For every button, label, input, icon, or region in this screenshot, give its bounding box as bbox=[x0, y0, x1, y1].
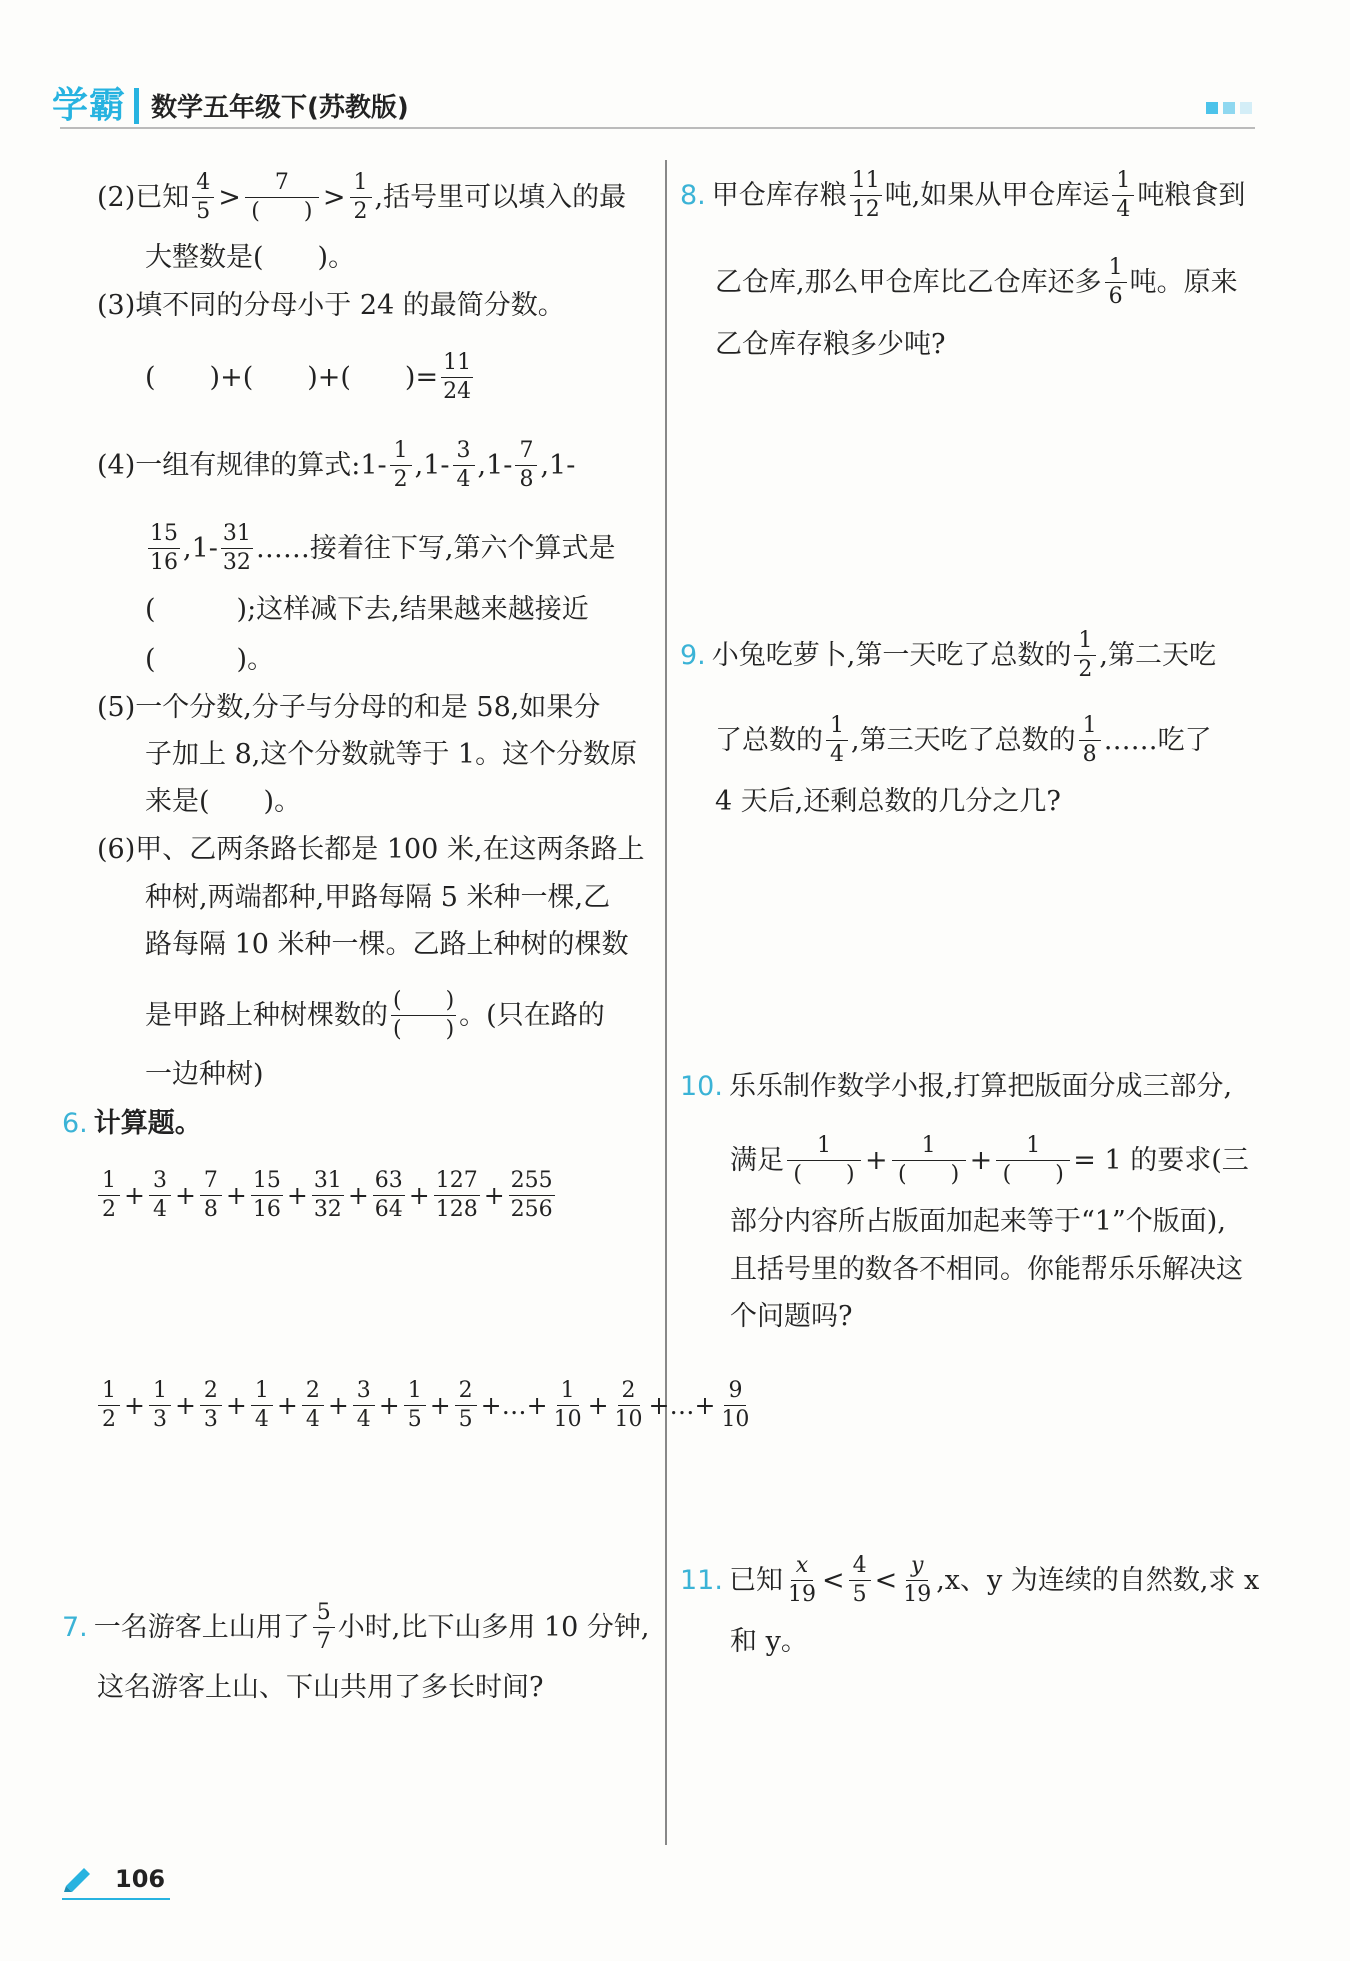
fraction: $\frac{4}{5}$ bbox=[849, 1555, 871, 1606]
operator: + bbox=[483, 1180, 505, 1210]
header-brand bbox=[52, 70, 409, 128]
q2-line1: (2)已知 $\frac{4}{5}$ > $\frac{7}{( )}$ > $\frac{1}{2}$ ,括号里可以填入的最 bbox=[97, 170, 627, 224]
fraction: $\frac{1}{4}$ bbox=[1112, 170, 1134, 221]
fraction: $\frac{1}{6}$ bbox=[1105, 257, 1127, 308]
fraction: $\frac{7}{8}$ bbox=[200, 1170, 222, 1221]
fraction: $\frac{y}{19}$ bbox=[903, 1553, 932, 1607]
operator: + bbox=[327, 1390, 349, 1420]
question-number: 9. bbox=[680, 639, 706, 671]
question-9-line2: 了总数的 $\frac{1}{4}$ ,第三天吃了总数的 $\frac{1}{8}$ ……吃了 bbox=[715, 713, 1212, 767]
fraction: $\frac{31}{32}$ bbox=[313, 1168, 342, 1222]
question-11-line2: 和 y。 bbox=[730, 1626, 808, 1657]
fraction: $\frac{2}{3}$ bbox=[200, 1380, 222, 1431]
question-8-line3: 乙仓库存粮多少吨? bbox=[715, 329, 946, 360]
q6-line2: 种树,两端都种,甲路每隔 5 米种一棵,乙 bbox=[145, 882, 611, 913]
q3-line1: (3)填不同的分母小于 24 的最简分数。 bbox=[97, 290, 565, 321]
operator: + bbox=[408, 1180, 430, 1210]
q5-line1: (5)一个分数,分子与分母的和是 58,如果分 bbox=[97, 692, 601, 723]
fraction: $\frac{1}{8}$ bbox=[1079, 715, 1101, 766]
operator: + bbox=[225, 1180, 247, 1210]
fraction: $\frac{5}{7}$ bbox=[313, 1602, 335, 1653]
q6-line4: 是甲路上种树棵数的 $\frac{( )}{( )}$ 。(只在路的 bbox=[145, 988, 605, 1042]
question-10-line5: 个问题吗? bbox=[730, 1301, 853, 1332]
fraction: $\frac{127}{128}$ bbox=[435, 1168, 478, 1222]
fraction: $\frac{1}{2}$ bbox=[1074, 630, 1096, 681]
logo-divider bbox=[134, 88, 139, 124]
operator: + bbox=[174, 1390, 196, 1420]
question-9-line3: 4 天后,还剩总数的几分之几? bbox=[715, 786, 1061, 817]
fraction: $\frac{7}{8}$ bbox=[515, 440, 537, 491]
question-8-line2: 乙仓库,那么甲仓库比乙仓库还多 $\frac{1}{6}$ 吨。原来 bbox=[715, 255, 1238, 309]
fraction: $\frac{2}{5}$ bbox=[455, 1380, 477, 1431]
fraction: $\frac{1}{2}$ bbox=[350, 172, 372, 223]
fraction: $\frac{3}{4}$ bbox=[149, 1170, 171, 1221]
question-number: 8. bbox=[680, 179, 706, 211]
operator: +…+ bbox=[480, 1390, 548, 1420]
fraction: $\frac{1}{2}$ bbox=[98, 1380, 120, 1431]
q6-line3: 路每隔 10 米种一棵。乙路上种树的棵数 bbox=[145, 929, 629, 960]
fraction: $\frac{255}{256}$ bbox=[510, 1168, 553, 1222]
question-10-line1: 10. 乐乐制作数学小报,打算把版面分成三部分, bbox=[680, 1067, 1232, 1107]
operator: + bbox=[429, 1390, 451, 1420]
q5-line2: 子加上 8,这个分数就等于 1。这个分数原 bbox=[145, 739, 638, 770]
fraction: $\frac{9}{10}$ bbox=[721, 1378, 750, 1432]
logo: 学霸 bbox=[52, 85, 127, 126]
fraction: $\frac{7}{( )}$ bbox=[245, 172, 319, 223]
q4-line2: $\frac{15}{16}$ ,1- $\frac{31}{32}$ ……接着往下写,第六个算式是 bbox=[150, 521, 616, 575]
fraction: $\frac{11}{24}$ bbox=[443, 350, 472, 404]
question-number: 7. bbox=[62, 1611, 88, 1643]
question-8-line1: 8. 甲仓库存粮 $\frac{11}{12}$ 吨,如果从甲仓库运 $\frac{1}{4}$ 吨粮食到 bbox=[680, 168, 1246, 222]
fraction: $\frac{2}{4}$ bbox=[302, 1380, 324, 1431]
fraction: $\frac{1}{5}$ bbox=[404, 1380, 426, 1431]
calc-expression-1 bbox=[95, 1170, 558, 1221]
operator: + bbox=[174, 1180, 196, 1210]
q6-line5: 一边种树) bbox=[145, 1059, 264, 1090]
fraction: $\frac{1}{4}$ bbox=[251, 1380, 273, 1431]
header-decoration bbox=[1206, 102, 1252, 114]
q4-line4: ( )。 bbox=[145, 644, 275, 675]
section-6-heading bbox=[62, 1104, 202, 1144]
fraction: $\frac{2}{10}$ bbox=[614, 1378, 643, 1432]
fraction: $\frac{1}{10}$ bbox=[553, 1378, 582, 1432]
fraction: $\frac{31}{32}$ bbox=[222, 521, 251, 575]
page-number: 106 bbox=[115, 1865, 166, 1893]
operator: + bbox=[286, 1180, 308, 1210]
question-11-line1: 11. 已知 $\frac{x}{19}$ < $\frac{4}{5}$ < $\frac{y}{19}$ ,x、y 为连续的自然数,求 x bbox=[680, 1553, 1260, 1607]
operator: + bbox=[378, 1390, 400, 1420]
q2-line2: 大整数是( )。 bbox=[145, 242, 356, 273]
fraction: $\frac{3}{4}$ bbox=[353, 1380, 375, 1431]
question-10-line2: 满足 $\frac{1}{( )}$ + $\frac{1}{( )}$ + $\frac{1}{( )}$ = 1 的要求(三 bbox=[730, 1133, 1249, 1187]
fraction: $\frac{1}{3}$ bbox=[149, 1380, 171, 1431]
footer-rule bbox=[62, 1898, 170, 1900]
fraction: $\frac{1}{( )}$ bbox=[787, 1135, 861, 1186]
fraction: $\frac{1}{( )}$ bbox=[996, 1135, 1070, 1186]
q3-line2: ( )+( )+( )= $\frac{11}{24}$ bbox=[145, 350, 472, 404]
question-10-line4: 且括号里的数各不相同。你能帮乐乐解决这 bbox=[730, 1254, 1243, 1285]
operator: + bbox=[276, 1390, 298, 1420]
fraction: $\frac{11}{12}$ bbox=[851, 168, 880, 222]
operator: + bbox=[347, 1180, 369, 1210]
fraction: $\frac{4}{5}$ bbox=[192, 172, 214, 223]
operator: +…+ bbox=[648, 1390, 716, 1420]
question-10-line3: 部分内容所占版面加起来等于“1”个版面), bbox=[730, 1206, 1226, 1237]
question-number: 11. bbox=[680, 1564, 723, 1596]
pencil-icon bbox=[62, 1864, 94, 1892]
header-rule bbox=[60, 127, 1255, 129]
q5-line3: 来是( )。 bbox=[145, 786, 302, 817]
question-7-line2: 这名游客上山、下山共用了多长时间? bbox=[97, 1672, 544, 1703]
fraction: $\frac{15}{16}$ bbox=[252, 1168, 281, 1222]
column-divider bbox=[665, 160, 667, 1845]
fraction: $\frac{3}{4}$ bbox=[453, 440, 475, 491]
operator: + bbox=[225, 1390, 247, 1420]
fraction: $\frac{1}{4}$ bbox=[826, 715, 848, 766]
fraction: $\frac{1}{2}$ bbox=[98, 1170, 120, 1221]
question-number: 6. bbox=[62, 1108, 88, 1139]
fraction: $\frac{1}{2}$ bbox=[390, 440, 412, 491]
fraction: $\frac{63}{64}$ bbox=[374, 1168, 403, 1222]
question-7-line1: 7. 一名游客上山用了 $\frac{5}{7}$ 小时,比下山多用 10 分钟, bbox=[62, 1600, 650, 1654]
fraction: $\frac{x}{19}$ bbox=[787, 1553, 816, 1607]
question-number: 10. bbox=[680, 1071, 723, 1102]
operator: + bbox=[587, 1390, 609, 1420]
fraction: $\frac{( )}{( )}$ bbox=[393, 988, 455, 1042]
question-9-line1: 9. 小兔吃萝卜,第一天吃了总数的 $\frac{1}{2}$ ,第二天吃 bbox=[680, 628, 1216, 682]
book-title: 数学五年级下(苏教版) bbox=[151, 93, 409, 123]
q4-line3: ( );这样减下去,结果越来越接近 bbox=[145, 594, 589, 625]
q4-line1: (4)一组有规律的算式:1- $\frac{1}{2}$ ,1- $\frac{3}{4}$ ,1- $\frac{7}{8}$ ,1- bbox=[97, 438, 576, 492]
q6-line1: (6)甲、乙两条路长都是 100 米,在这两条路上 bbox=[97, 834, 645, 865]
calc-expression-2 bbox=[95, 1380, 754, 1431]
operator: + bbox=[124, 1180, 145, 1210]
operator: + bbox=[124, 1390, 145, 1420]
fraction: $\frac{1}{( )}$ bbox=[892, 1135, 966, 1186]
fraction: $\frac{15}{16}$ bbox=[150, 521, 178, 575]
section-title: 计算题。 bbox=[93, 1108, 202, 1139]
